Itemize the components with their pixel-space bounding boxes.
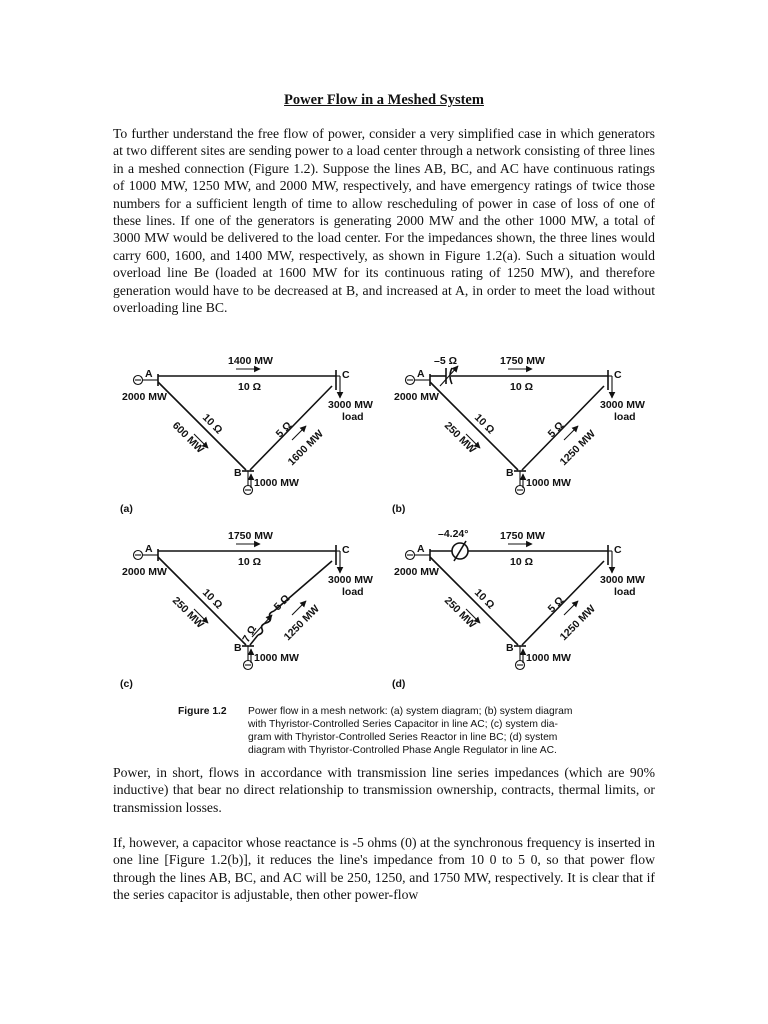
panel-tag: (c): [120, 678, 133, 690]
caption-line-2: with Thyristor-Controlled Series Capacitor in line AC; (c) system dia-: [248, 719, 558, 730]
z-ab-label: 10 Ω: [199, 411, 225, 437]
flow-ab-label: 250 MW: [169, 594, 207, 631]
node-a-label: A: [145, 543, 153, 555]
caption-line-3: gram with Thyristor-Controlled Series Reactor in line BC; (d) system: [248, 732, 558, 743]
load-value-label: 3000 MW: [328, 574, 373, 586]
node-b-label: B: [234, 642, 242, 654]
load-word-label: load: [342, 411, 364, 423]
z-bc-label: 5 Ω: [545, 419, 567, 441]
node-c-label: C: [342, 369, 350, 381]
node-a-label: A: [145, 368, 153, 380]
panel-b: [392, 355, 645, 515]
flow-bc-label: 1250 MW: [281, 602, 322, 644]
gen-a-label: 2000 MW: [394, 566, 439, 578]
gen-a-label: 2000 MW: [122, 566, 167, 578]
figure-caption: [178, 706, 572, 756]
z-bc-label: 5 Ω: [273, 419, 295, 441]
flow-bc-label: 1250 MW: [557, 427, 598, 469]
gen-a-label: 2000 MW: [394, 391, 439, 403]
gen-b-label: 1000 MW: [254, 652, 299, 664]
node-a-label: A: [417, 368, 425, 380]
load-word-label: load: [614, 411, 636, 423]
z-ac-label: 10 Ω: [238, 556, 262, 568]
flow-ac-label: 1750 MW: [500, 530, 545, 542]
gen-b-label: 1000 MW: [254, 477, 299, 489]
caption-line-1: Power flow in a mesh network: (a) system diagram; (b) system diagram: [248, 706, 573, 717]
gen-b-label: 1000 MW: [526, 652, 571, 664]
panel-d: [392, 528, 645, 690]
device-label: –5 Ω: [434, 355, 458, 367]
caption-label: Figure 1.2: [178, 706, 227, 717]
node-b-label: B: [234, 467, 242, 479]
caption-line-4: diagram with Thyristor-Controlled Phase Angle Regulator in line AC.: [248, 745, 557, 756]
panel-c: [120, 530, 373, 690]
panel-a: [120, 355, 373, 515]
panel-tag: (a): [120, 503, 133, 515]
node-b-label: B: [506, 642, 514, 654]
page-title: Power Flow in a Meshed System: [284, 92, 484, 108]
flow-ab-label: 250 MW: [441, 594, 479, 631]
device-label: 7 Ω: [240, 623, 260, 645]
load-value-label: 3000 MW: [600, 574, 645, 586]
gen-a-label: 2000 MW: [122, 391, 167, 403]
z-ab-label: 10 Ω: [471, 586, 497, 612]
node-b-label: B: [506, 467, 514, 479]
gen-b-label: 1000 MW: [526, 477, 571, 489]
flow-ac-label: 1750 MW: [500, 355, 545, 367]
flow-bc-label: 1250 MW: [557, 602, 598, 644]
paragraph-capacitor: If, however, a capacitor whose reactance is -5 ohms (0) at the synchronous frequency is inserted in one line [Figure 1.2(b)], it reduces the line's impedance from 10 0 to 5 0, so that power flow through the lines AB, BC, and AC will be 250, 1250, and 1750 MW, respectively. It is clear that if the series capacitor is adjustable, then other power-flow: [113, 835, 655, 903]
node-c-label: C: [614, 544, 622, 556]
z-ab-label: 10 Ω: [471, 411, 497, 437]
reactor-icon: [258, 611, 274, 635]
load-value-label: 3000 MW: [600, 399, 645, 411]
figure-1-2: [112, 350, 645, 760]
z-ac-label: 10 Ω: [238, 381, 262, 393]
flow-bc-label: 1600 MW: [285, 427, 326, 469]
z-bc-label: 5 Ω: [271, 592, 293, 614]
load-word-label: load: [342, 586, 364, 598]
load-word-label: load: [614, 586, 636, 598]
panel-tag: (b): [392, 503, 406, 515]
panel-tag: (d): [392, 678, 406, 690]
flow-ab-label: 600 MW: [169, 419, 207, 456]
device-label: –4.24°: [438, 528, 469, 540]
paragraph-intro: To further understand the free flow of power, consider a very simplified case in which generators at two different sites are sending power to a load center through a network consisting of three lines in a meshed connection (Figure 1.2). Suppose the lines AB, BC, and AC have continuous ratings of 1000 MW, 1250 MW, and 2000 MW, respectively, and have emergency ratings of twice those numbers for a sufficient length of time to allow rescheduling of power in case of loss of one of these lines. If one of the generators is generating 2000 MW and the other 1000 MW, a total of 3000 MW would be delivered to the load center. For the impedances shown, the three lines would carry 600, 1600, and 1400 MW, respectively, as shown in Figure 1.2(a). Such a situation would overload line Be (loaded at 1600 MW for its continuous rating of 1250 MW), and therefore generation would have to be decreased at B, and increased at A, in order to meet the load without overloading line BC.: [113, 126, 655, 316]
node-c-label: C: [342, 544, 350, 556]
z-ac-label: 10 Ω: [510, 556, 534, 568]
z-ab-label: 10 Ω: [199, 586, 225, 612]
paragraph-impedance: Power, in short, flows in accordance with transmission line series impedances (which are 90% inductive) that bear no direct relationship to transmission ownership, contracts, thermal limits, or transmission losses.: [113, 765, 655, 815]
flow-ac-label: 1400 MW: [228, 355, 273, 367]
node-a-label: A: [417, 543, 425, 555]
flow-ac-label: 1750 MW: [228, 530, 273, 542]
flow-ab-label: 250 MW: [441, 419, 479, 456]
z-ac-label: 10 Ω: [510, 381, 534, 393]
z-bc-label: 5 Ω: [545, 594, 567, 616]
node-c-label: C: [614, 369, 622, 381]
load-value-label: 3000 MW: [328, 399, 373, 411]
